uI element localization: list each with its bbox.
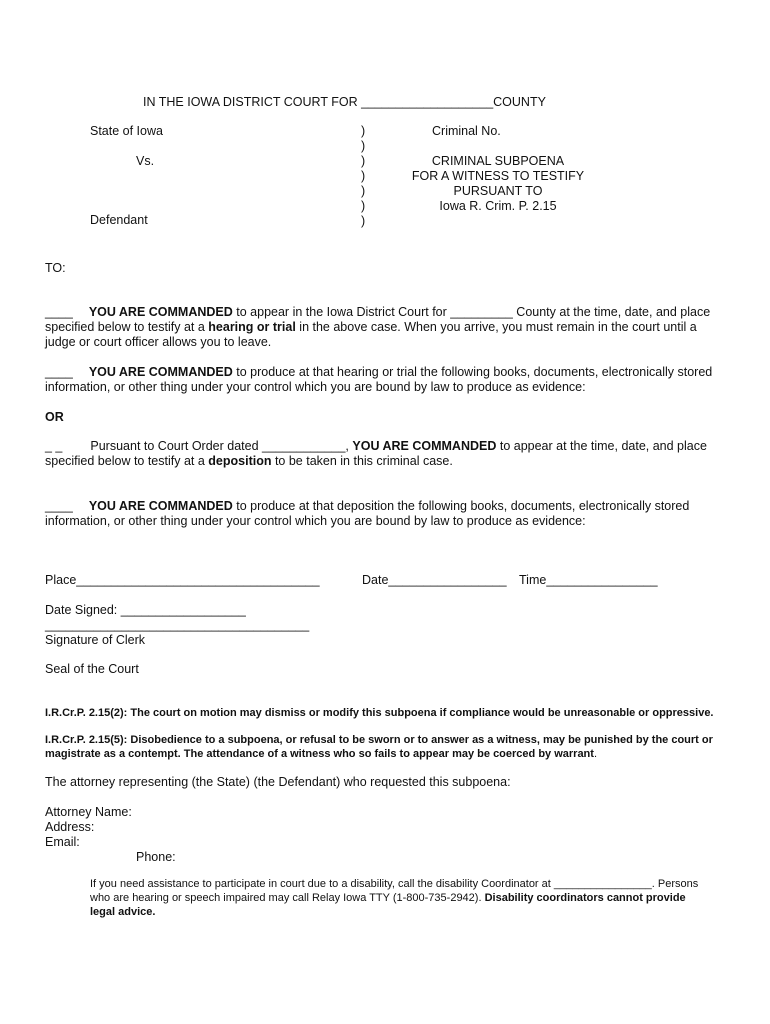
attorney-address-label: Address: bbox=[45, 820, 95, 834]
date-signed-field[interactable]: Date Signed: __________________ bbox=[45, 603, 246, 617]
checkbox-blank: ____ bbox=[45, 305, 73, 319]
paren: ) bbox=[361, 124, 366, 138]
attorney-intro: The attorney representing (the State) (the Defendant) who requested this subpoena: bbox=[45, 775, 511, 789]
para-text: to produce at that deposition the following books, documents, electronically stored information, or other thing under your control which you are bound by law to produce as evidence: bbox=[45, 499, 690, 528]
rule-2-15-5: I.R.Cr.P. 2.15(5): Disobedience to a subpoena, or refusal to be sworn or to answer as a witness, may be punished by the court or magistrate as a contempt. The attendance of a witness who so fails to appear may be coerced by warrant. bbox=[45, 734, 713, 760]
signature-label: Signature of Clerk bbox=[45, 633, 146, 647]
command-produce-deposition bbox=[45, 499, 725, 529]
command-appear-trial bbox=[45, 305, 725, 350]
or-label: OR bbox=[45, 410, 64, 424]
para-text: Pursuant to Court Order dated ____________, bbox=[90, 439, 353, 453]
court-header: IN THE IOWA DISTRICT COURT FOR ___________________COUNTY bbox=[143, 95, 546, 109]
date-field[interactable]: Date_________________ bbox=[362, 573, 507, 587]
defendant-label: Defendant bbox=[90, 213, 148, 227]
to-label: TO: bbox=[45, 261, 66, 275]
para-text: to appear at the time, date, and place specified below to testify at a bbox=[45, 439, 707, 468]
title-line: Iowa R. Crim. P. 2.15 bbox=[439, 199, 557, 213]
command-deposition bbox=[45, 439, 725, 469]
para-text: in the above case. When you arrive, you must remain in the court until a judge or court officer allows you to leave. bbox=[45, 320, 697, 349]
place-field[interactable]: Place___________________________________ bbox=[45, 573, 320, 587]
title-line: CRIMINAL SUBPOENA bbox=[431, 154, 565, 168]
disability-notice: If you need assistance to participate in court due to a disability, call the disability Coordinator at ________________. Persons who are hearing or speech impaired may call Relay Iowa TTY (1-800-735-2942). Disability coordinators cannot provide legal advice. bbox=[90, 878, 699, 918]
seal-label: Seal of the Court bbox=[45, 662, 139, 676]
paren: ) bbox=[361, 169, 366, 183]
versus-label: Vs. bbox=[136, 154, 155, 168]
para-text: to produce at that hearing or trial the following books, documents, electronically stored information, or other thing under your control which you are bound by law to produce as evidence: bbox=[45, 365, 713, 394]
paren: ) bbox=[361, 154, 366, 168]
command-bold: YOU ARE COMMANDED bbox=[352, 439, 497, 453]
paren: ) bbox=[361, 199, 366, 213]
command-produce-trial bbox=[45, 365, 725, 395]
plaintiff-name: State of Iowa bbox=[90, 124, 163, 138]
subpoena-title bbox=[398, 154, 598, 214]
checkbox-blank: _ _ bbox=[45, 439, 63, 453]
title-line: FOR A WITNESS TO TESTIFY bbox=[411, 169, 585, 183]
attorney-email-label: Email: bbox=[45, 835, 80, 849]
deposition-bold: deposition bbox=[208, 454, 272, 468]
checkbox-blank: ____ bbox=[45, 499, 73, 513]
command-bold: YOU ARE COMMANDED bbox=[88, 305, 233, 319]
paren: ) bbox=[361, 184, 366, 198]
attorney-name-label: Attorney Name: bbox=[45, 805, 132, 819]
paren: ) bbox=[361, 214, 366, 228]
checkbox-blank: ____ bbox=[45, 365, 73, 379]
paren: ) bbox=[361, 139, 366, 153]
signature-line[interactable]: ______________________________________ bbox=[45, 618, 310, 632]
command-bold: YOU ARE COMMANDED bbox=[88, 365, 233, 379]
hearing-trial-bold: hearing or trial bbox=[208, 320, 296, 334]
para-text: to be taken in this criminal case. bbox=[271, 454, 453, 468]
para-text: to appear in the Iowa District Court for _________ County at the time, date, and place specified below to testify at a bbox=[45, 305, 711, 334]
time-field[interactable]: Time________________ bbox=[519, 573, 658, 587]
criminal-number: Criminal No. bbox=[432, 124, 501, 138]
title-line: PURSUANT TO bbox=[453, 184, 543, 198]
caption-parens bbox=[361, 124, 365, 229]
rule-2-15-2: I.R.Cr.P. 2.15(2): The court on motion may dismiss or modify this subpoena if compliance would be unreasonable or oppressive. bbox=[45, 707, 714, 719]
disability-notice-bold: Disability coordinators cannot provide legal advice. bbox=[90, 892, 686, 918]
attorney-phone-label: Phone: bbox=[136, 850, 176, 864]
command-bold: YOU ARE COMMANDED bbox=[88, 499, 233, 513]
